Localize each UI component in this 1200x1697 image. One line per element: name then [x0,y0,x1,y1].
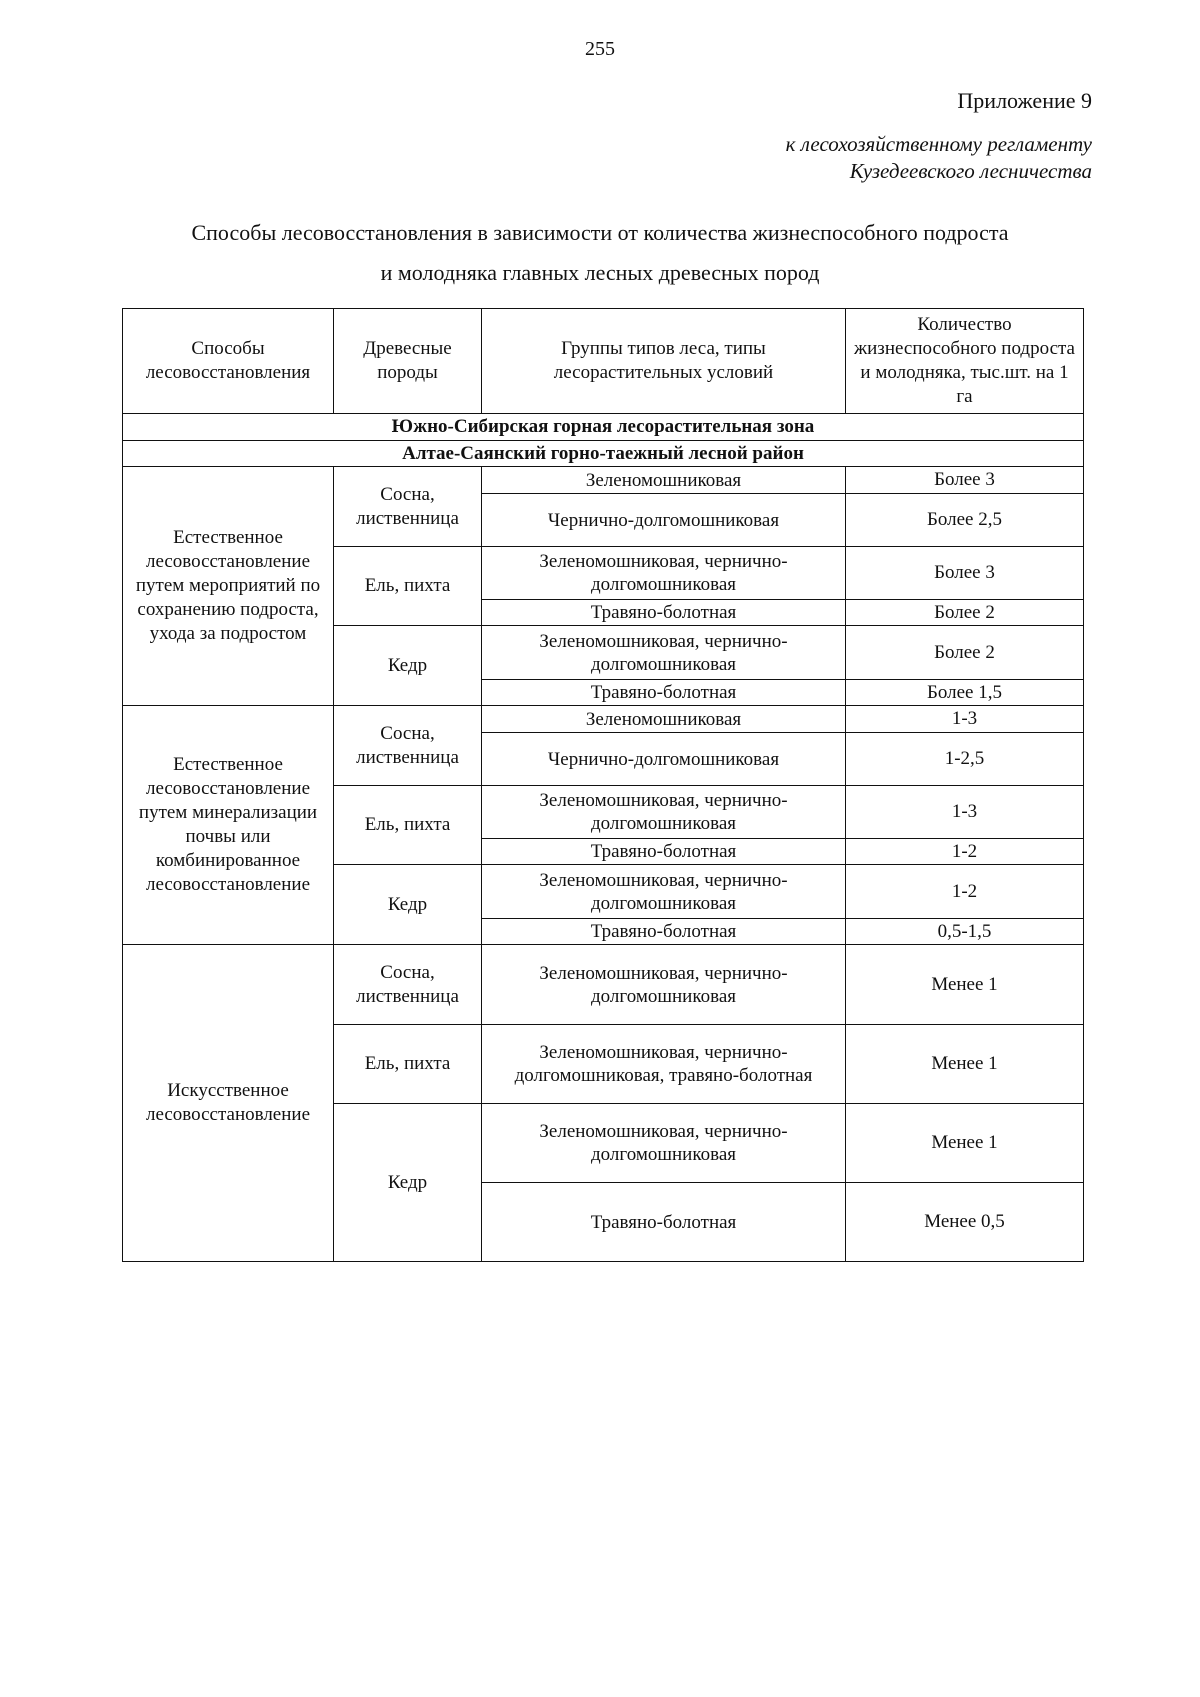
regeneration-methods-table [122,308,1084,1262]
forest-type-cell: Травяно-болотная [482,839,846,865]
annex-subtitle-line: Кузедеевского лесничества [849,159,1092,183]
quantity-cell: Более 2,5 [846,494,1084,547]
forest-type-cell: Зеленомошниковая, чернично-долгомошниковая [482,786,846,839]
forest-type-cell: Зеленомошниковая, чернично-долгомошниковая [482,547,846,600]
forest-type-cell: Травяно-болотная [482,919,846,945]
quantity-cell: Менее 1 [846,945,1084,1025]
document-title-line: Способы лесовосстановления в зависимости от количества жизнеспособного подроста [191,220,1009,245]
quantity-cell: Более 1,5 [846,680,1084,706]
annex-title: Приложение 9 [957,88,1092,113]
forest-type-cell: Чернично-долгомошниковая [482,494,846,547]
header-method: Способы лесовосстановления [123,309,334,414]
header-species: Древесные породы [334,309,482,414]
region-row [123,441,1084,467]
species-cell: Кедр [334,865,482,945]
species-cell: Кедр [334,1104,482,1262]
forest-type-cell: Чернично-долгомошниковая [482,733,846,786]
quantity-cell: Более 3 [846,547,1084,600]
table-row [123,706,1084,733]
header-forest-types: Группы типов леса, типы лесорастительных условий [482,309,846,414]
forest-type-cell: Зеленомошниковая [482,467,846,494]
quantity-cell: Менее 0,5 [846,1183,1084,1262]
quantity-cell: 1-2 [846,839,1084,865]
species-cell: Кедр [334,626,482,706]
forest-type-cell: Зеленомошниковая, чернично-долгомошниковая, травяно-болотная [482,1025,846,1104]
quantity-cell: Более 2 [846,600,1084,626]
species-cell: Ель, пихта [334,1025,482,1104]
quantity-cell: Менее 1 [846,1025,1084,1104]
document-title [0,213,1200,293]
forest-type-cell: Зеленомошниковая, чернично-долгомошниковая [482,626,846,680]
forest-type-cell: Травяно-болотная [482,600,846,626]
quantity-cell: 1-3 [846,786,1084,839]
quantity-cell: Более 3 [846,467,1084,494]
quantity-cell: 1-2,5 [846,733,1084,786]
document-title-line: и молодняка главных лесных древесных пород [380,260,820,285]
method-cell: Естественное лесовосстановление путем мероприятий по сохранению подроста, ухода за подростом [123,467,334,706]
table-row [123,945,1084,1025]
species-cell: Сосна, лиственница [334,945,482,1025]
table-row [123,467,1084,494]
header-quantity: Количество жизнеспособного подроста и молодняка, тыс.шт. на 1 га [846,309,1084,414]
quantity-cell: 0,5-1,5 [846,919,1084,945]
method-cell: Естественное лесовосстановление путем минерализации почвы или комбинированное лесовосстановление [123,706,334,945]
zone-row [123,414,1084,441]
quantity-cell: Более 2 [846,626,1084,680]
quantity-cell: 1-3 [846,706,1084,733]
forest-type-cell: Зеленомошниковая, чернично-долгомошниковая [482,865,846,919]
species-cell: Ель, пихта [334,786,482,865]
annex-subtitle-line: к лесохозяйственному регламенту [785,132,1092,156]
species-cell: Ель, пихта [334,547,482,626]
quantity-cell: 1-2 [846,865,1084,919]
forest-type-cell: Зеленомошниковая, чернично-долгомошниковая [482,1104,846,1183]
forest-type-cell: Травяно-болотная [482,680,846,706]
table-header-row [123,309,1084,414]
forest-type-cell: Зеленомошниковая, чернично-долгомошниковая [482,945,846,1025]
page-number: 255 [585,38,615,60]
zone-title: Южно-Сибирская горная лесорастительная зона [123,414,1084,441]
annex-subtitle [786,131,1092,185]
region-title: Алтае-Саянский горно-таежный лесной район [123,441,1084,467]
method-cell: Искусственное лесовосстановление [123,945,334,1262]
forest-type-cell: Травяно-болотная [482,1183,846,1262]
forest-type-cell: Зеленомошниковая [482,706,846,733]
species-cell: Сосна, лиственница [334,706,482,786]
quantity-cell: Менее 1 [846,1104,1084,1183]
species-cell: Сосна, лиственница [334,467,482,547]
